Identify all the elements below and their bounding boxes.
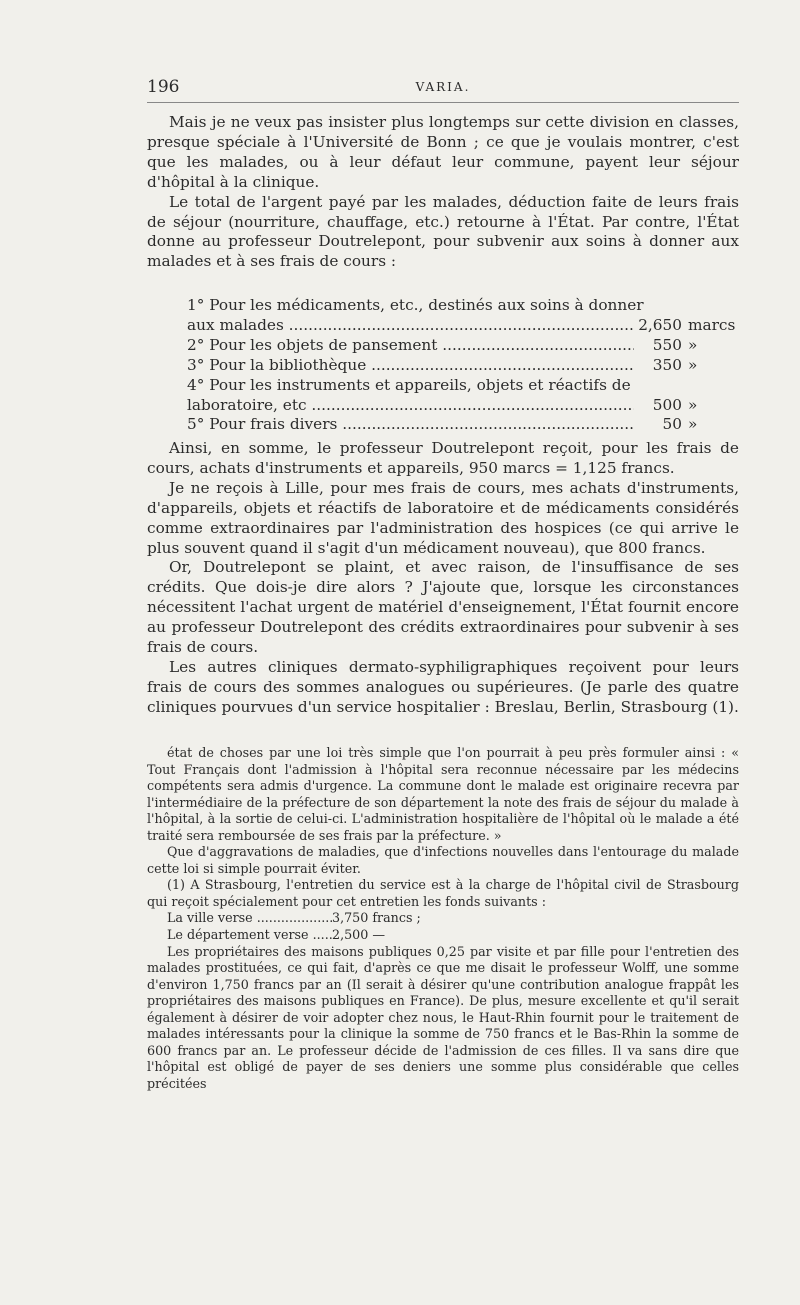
list-item-amount: 350 bbox=[652, 355, 682, 374]
list-item-label: 3° Pour la bibliothèque ..... bbox=[187, 356, 634, 376]
list-item-unit: » bbox=[688, 415, 698, 434]
list-item-unit: » bbox=[688, 335, 698, 354]
header-rule bbox=[147, 102, 739, 103]
fee-value: 2,500 — bbox=[332, 927, 386, 943]
paragraph: Or, Doutrelepont se plaint, et avec raison, de l'insuffisance de ses crédits. Que dois-je dire alors ? J'ajoute que, lorsque les circonstances nécessitent l'achat urgent de matériel d'enseignement, l'État fournit encore au professeur Doutrelepont des crédits extraordinaires pour subvenir à ses frais de cours. bbox=[147, 558, 739, 657]
page-number: 196 bbox=[147, 77, 180, 97]
list-item-unit: marcs bbox=[688, 315, 736, 334]
fee-list bbox=[147, 910, 739, 943]
paragraph: Je ne reçois à Lille, pour mes frais de cours, mes achats d'instruments, d'appareils, objets et réactifs de laboratoire et de médicaments considérés comme extraordinaires par l'administration des hospices (ce qui arrive le plus souvent quand il s'agit d'un médicament nouveau), que 800 francs. bbox=[147, 478, 739, 557]
list-item-line: 1° Pour les médicaments, etc., destinés aux soins à donner bbox=[187, 296, 644, 314]
list-item bbox=[187, 376, 740, 416]
list-item-unit: » bbox=[688, 395, 698, 414]
list-item bbox=[187, 415, 740, 435]
list-item-amount: 50 bbox=[662, 415, 682, 434]
footnote-paragraph: état de choses par une loi très simple que l'on pourrait à peu près formuler ainsi : « Tout Français dont l'admission à l'hôpital sera reconnue nécessaire par les médecins compétents sera admis d'urgence. La commune dont le malade est originaire recevra par l'intermédiaire de la préfecture de son département la note des frais de séjour du malade à l'hôpital, à la sortie de celui-ci. L'administration hospitalière de l'hôpital où le malade a été traité sera remboursée de ses frais par la préfecture. » bbox=[147, 745, 739, 843]
paragraph: Ainsi, en somme, le professeur Doutrelepont reçoit, pour les frais de cours, achats d'instruments et appareils, 950 marcs = 1,125 francs. bbox=[147, 439, 739, 477]
fee-label: La ville verse ..... bbox=[167, 910, 332, 927]
list-item bbox=[187, 296, 740, 336]
list-item-amount: 500 bbox=[652, 395, 682, 414]
page-header bbox=[147, 74, 739, 100]
paragraph: Les autres cliniques dermato-syphiligraphiques reçoivent pour leurs frais de cours des sommes analogues ou supérieures. (Je parle des quatre cliniques pourvues d'un service hospitalier : Breslau, Berlin, Strasbourg (1). bbox=[147, 657, 739, 716]
fee-value: 3,750 francs ; bbox=[332, 910, 421, 926]
body-text-top bbox=[147, 113, 739, 272]
footnote-paragraph: (1) A Strasbourg, l'entretien du service est à la charge de l'hôpital civil de Strasbourg qui reçoit spécialement pour cet entretien les fonds suivants : bbox=[147, 877, 739, 909]
list-item-amount: 2,650 bbox=[638, 315, 682, 334]
list-item-label: aux malades ..... bbox=[187, 316, 634, 336]
expense-list bbox=[187, 296, 740, 435]
list-item-label: 5° Pour frais divers ..... bbox=[187, 415, 634, 435]
fee-row bbox=[167, 910, 527, 927]
list-item-unit: » bbox=[688, 355, 698, 374]
list-item-label: laboratoire, etc ..... bbox=[187, 396, 634, 416]
body-text-bottom bbox=[147, 439, 739, 718]
running-head: VARIA. bbox=[415, 80, 471, 94]
paragraph: Mais je ne veux pas insister plus longtemps sur cette division en classes, presque spéciale à l'Université de Bonn ; ce que je voulais montrer, c'est que les malades, ou à leur défaut leur commune, payent leur séjour d'hôpital à la clinique. bbox=[147, 113, 739, 191]
list-item bbox=[187, 356, 740, 376]
list-item-amount: 550 bbox=[652, 335, 682, 354]
footnote-paragraph: Les propriétaires des maisons publiques 0,25 par visite et par fille pour l'entretien des malades prostituées, ce qui fait, d'après ce que me disait le professeur Wolff, une somme d'environ 1,750 francs par an (Il serait à désirer qu'une contribution analogue frappât les propriétaires des maisons publiques en France). De plus, mesure excellente et qu'il serait également à désirer de voir adopter chez nous, le Haut-Rhin fournit pour le traitement de malades intéressants pour la clinique la somme de 750 francs et le Bas-Rhin la somme de 600 francs par an. Le professeur décide de l'admission de ces filles. Il va sans dire que l'hôpital est obligé de payer de ses deniers une somme plus considérable que celles précitées bbox=[147, 943, 739, 1091]
paragraph: Le total de l'argent payé par les malades, déduction faite de leurs frais de séjour (nourriture, chauffage, etc.) retourne à l'État. Par contre, l'État donne au professeur Doutrelepont, pour subvenir aux soins à donner aux malades et à ses frais de cours : bbox=[147, 192, 739, 271]
fee-row bbox=[167, 927, 527, 944]
list-item bbox=[187, 336, 740, 356]
footnotes bbox=[147, 745, 739, 1092]
list-item-label: 2° Pour les objets de pansement ..... bbox=[187, 336, 634, 356]
fee-label: Le département verse ..... bbox=[167, 927, 332, 944]
footnote-paragraph: Que d'aggravations de maladies, que d'infections nouvelles dans l'entourage du malade cette loi si simple pourrait éviter. bbox=[147, 844, 739, 876]
list-item-line: 4° Pour les instruments et appareils, objets et réactifs de bbox=[187, 375, 631, 394]
